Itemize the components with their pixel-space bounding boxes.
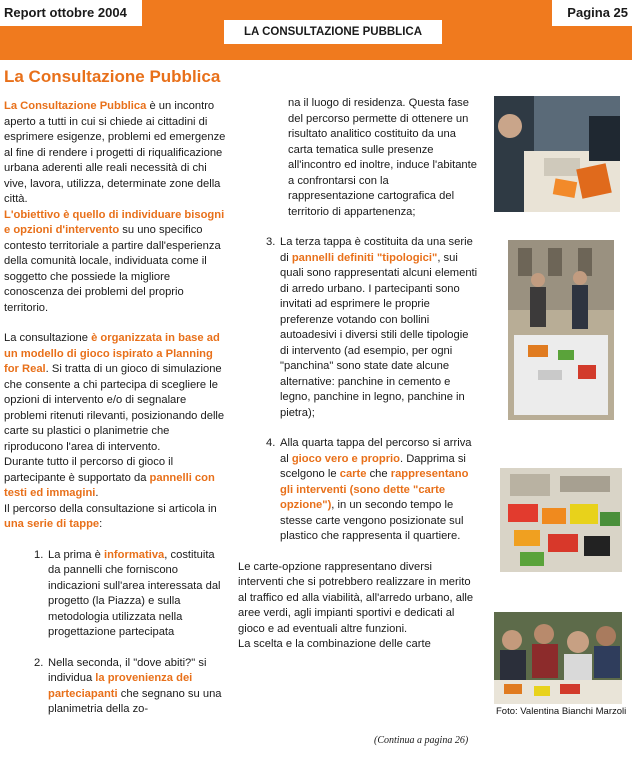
- text: Alla quarta tappa del percorso si arriva al: [280, 437, 472, 465]
- list-number: 1.: [34, 548, 44, 561]
- text: , sui quali sono rappresentati alcuni elementi di arredo urbano. I partecipanti sono invitati ad esprimere le proprie preferenze votando con bollini autoadesivi i diversi stili delle tipologie di intervento (ad esempio, per ogni "panchina" sono state date alcune alternative: panchine in cemento e legno, panchine in legno, panchine in pietra);: [280, 251, 478, 419]
- report-date: Report ottobre 2004: [0, 0, 142, 26]
- text: , costituita da pannelli che forniscono indicazioni sull'area interessata dal progetto (la Piazza) e sulla metodologia utilizzata nella progettazione partecipata: [48, 548, 221, 638]
- highlight: informativa: [103, 548, 165, 561]
- highlight: L'obiettivo è quello di individuare bisogni e opzioni d'intervento: [4, 208, 225, 236]
- paragraph-support: [4, 455, 226, 502]
- photo-caption: Foto: Valentina Bianchi Marzoli: [496, 706, 627, 717]
- text: Nella seconda, il "dove abiti?" si individua: [48, 656, 207, 684]
- text: Durante tutto il percorso di gioco il partecipante è supportato da: [4, 456, 174, 484]
- text: La prima è: [48, 548, 104, 561]
- text: :: [99, 518, 103, 530]
- list-item: [34, 548, 226, 641]
- list-item: [34, 656, 226, 718]
- list-number: 3.: [266, 236, 276, 248]
- photo-2: [508, 240, 614, 420]
- text: è un incontro aperto a tutti in cui si chiede ai cittadini di esprimere esigenze, problemi ed emergenze al fine di rendere i progetti di riqualificazione urbana aderenti alle reali necessità di chi vive, lavora, utilizza, determinate zone della città.: [4, 100, 226, 205]
- highlight: pannelli con testi ed immagini: [4, 471, 215, 499]
- highlight: la provenienza dei parteciapanti: [48, 672, 193, 700]
- text: La terza tappa è costituita da una serie di: [280, 236, 473, 264]
- highlight: una serie di tappe: [4, 518, 100, 530]
- highlight: pannelli definiti "tipologici": [291, 251, 438, 264]
- paragraph-objective: [4, 208, 226, 317]
- text: . Dapprima si scelgono le: [280, 452, 466, 480]
- highlight: La Consultazione Pubblica: [4, 100, 147, 112]
- title-bar: [0, 60, 488, 92]
- text: . Si tratta di un gioco di simulazione che consente a chi partecipa di scegliere le opzioni di intervento e/o di segnalare problemi ritenuti rilevanti, posizionando delle carte su plastici o planimetrie che riproducono l'area di intervento.: [4, 363, 225, 453]
- text-column-1: [4, 99, 226, 718]
- list-number: 4.: [266, 437, 276, 449]
- text: che: [366, 468, 391, 480]
- photo-1: [494, 96, 620, 212]
- text: Il percorso della consultazione si articola in: [4, 502, 217, 515]
- continue-note: (Continua a pagina 26): [374, 735, 469, 746]
- list-item: [266, 235, 478, 421]
- list-item: [266, 436, 478, 545]
- list-number: 2.: [34, 656, 44, 669]
- photo-4: [494, 612, 622, 704]
- article-title: La Consultazione Pubblica: [4, 67, 221, 86]
- paragraph-final: La scelta e la combinazione delle carte: [238, 638, 431, 650]
- paragraph-intro: [4, 99, 226, 208]
- text: .: [95, 487, 99, 499]
- highlight: carte: [339, 468, 367, 480]
- highlight: rappresentano gli interventi (sono dette "carte opzione"): [280, 468, 469, 511]
- highlight: è organizzata in base ad un modello di gioco ispirato a Planning for Real: [4, 332, 220, 375]
- paragraph-organization: [4, 331, 226, 455]
- text: su uno specifico contesto territoriale a partire dall'esperienza della comunità locale, individuata come il soggetto che possiede la migliore conoscenza dei problemi del proprio territorio.: [4, 224, 221, 314]
- list-continuation: na il luogo di residenza. Questa fase del percorso permette di ottenere un risultato analitico costituito da una carta tematica sulle presenze all'incontro ed inoltre, induce l'abitante a confrontarsi con la rappresentazione cartografica del territorio di appartenenza;: [288, 97, 477, 218]
- text: che segnano su una planimetria della zo-: [48, 687, 222, 715]
- paragraph-cards: Le carte-opzione rappresentano diversi interventi che si potrebbero realizzare in merito al traffico ed alla viabilità, all'arredo urbano, alle aree verdi, agli impianti sportivi e dedicati al gioco e ad eventuali altre funzioni.: [238, 560, 474, 635]
- text: La consultazione: [4, 332, 92, 344]
- text: , in un secondo tempo le stesse carte vengono posizionate sul plastico che rappresenta il quartiere.: [280, 499, 464, 542]
- page-number: Pagina 25: [552, 0, 632, 26]
- paragraph-steps: [4, 502, 226, 533]
- text-column-2: [238, 96, 478, 653]
- section-title: LA CONSULTAZIONE PUBBLICA: [224, 20, 442, 44]
- photo-3: [500, 468, 622, 572]
- highlight: gioco vero e proprio: [291, 452, 400, 465]
